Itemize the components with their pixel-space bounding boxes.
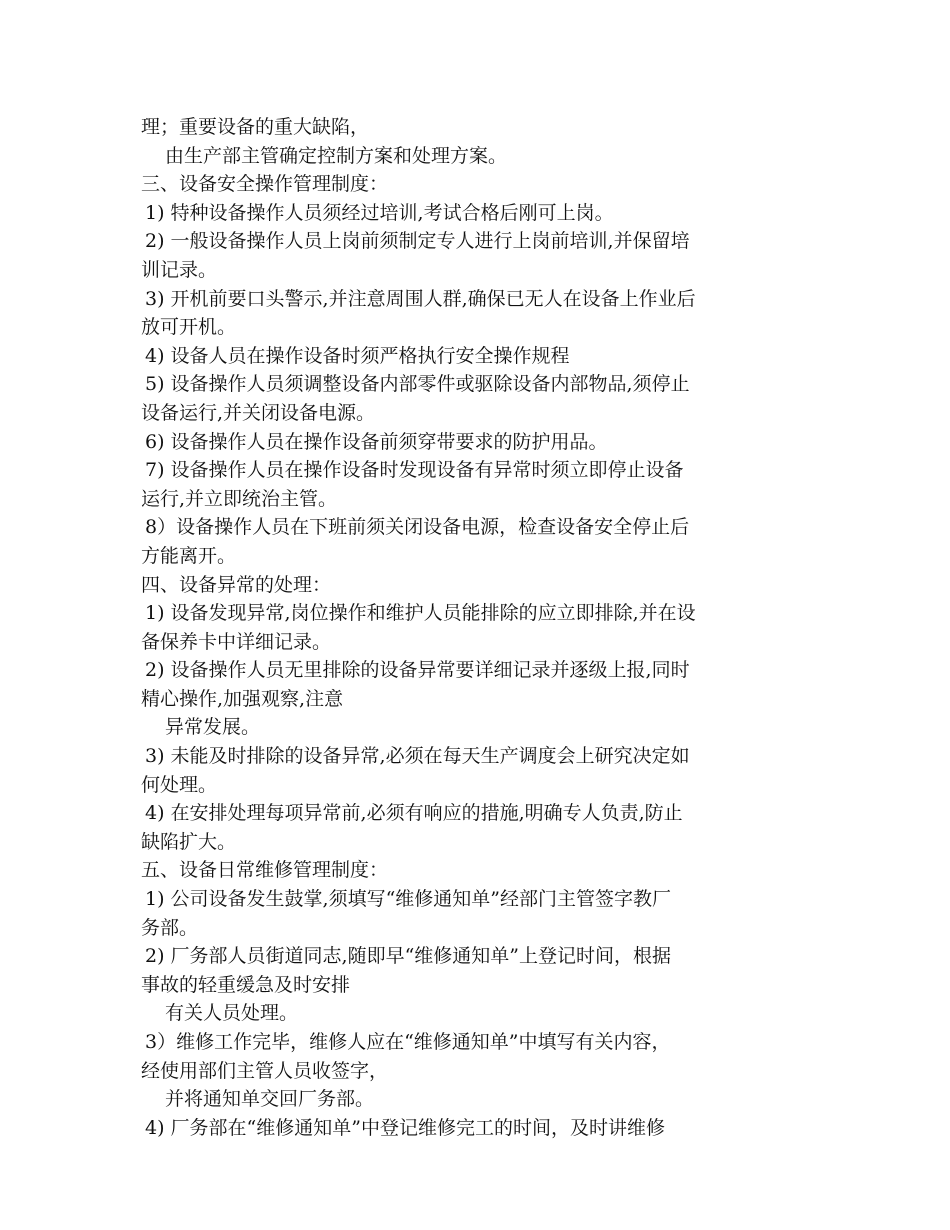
text-line: 并将通知单交回厂务部。 xyxy=(165,1088,375,1111)
list-item: 3) 开机前要口头警示,并注意周围人群,确保已无人在设备上作业后 xyxy=(145,287,696,310)
text-line: 方能离开。 xyxy=(141,544,237,567)
list-item: 4) 厂务部在“维修通知单”中登记维修完工的时间，及时讲维修 xyxy=(145,1116,665,1139)
text-line: 有关人员处理。 xyxy=(165,1002,299,1025)
section-heading: 三、设备安全操作管理制度： xyxy=(141,173,389,196)
text-line: 放可开机。 xyxy=(141,316,237,339)
list-item: 2) 一般设备操作人员上岗前须制定专人进行上岗前培训,并保留培 xyxy=(145,230,690,253)
list-item: 1) 公司设备发生鼓掌,须填写“维修通知单”经部门主管签字教厂 xyxy=(145,888,672,911)
list-item: 4) 在安排处理每项异常前,必须有响应的措施,明确专人负责,防止 xyxy=(145,802,683,825)
list-item: 4) 设备人员在操作设备时须严格执行安全操作规程 xyxy=(145,344,570,367)
list-item: 7) 设备操作人员在操作设备时发现设备有异常时须立即停止设备 xyxy=(145,459,684,482)
text-line: 事故的轻重缓急及时安排 xyxy=(141,973,351,996)
list-item: 5) 设备操作人员须调整设备内部零件或驱除设备内部物品,须停止 xyxy=(145,373,690,396)
list-item: 3）维修工作完毕，维修人应在“维修通知单”中填写有关内容， xyxy=(145,1031,671,1053)
list-item: 6) 设备操作人员在操作设备前须穿带要求的防护用品。 xyxy=(145,430,608,453)
text-line: 备保养卡中详细记录。 xyxy=(141,630,332,653)
text-line: 缺陷扩大。 xyxy=(141,830,237,853)
text-line: 何处理。 xyxy=(141,773,218,796)
text-line: 精心操作,加强观察,注意 xyxy=(141,687,344,710)
text-line: 由生产部主管确定控制方案和处理方案。 xyxy=(165,144,508,167)
list-item: 1) 特种设备操作人员须经过培训,考试合格后刚可上岗。 xyxy=(145,201,614,224)
text-line: 务部。 xyxy=(141,916,199,939)
list-item: 2) 厂务部人员街道同志,随即早“维修通知单”上登记时间，根据 xyxy=(145,945,672,968)
list-item: 8）设备操作人员在下班前须关闭设备电源，检查设备安全停止后 xyxy=(145,516,690,539)
text-line: 经使用部们主管人员收签字， xyxy=(141,1059,389,1082)
list-item: 2) 设备操作人员无里排除的设备异常要详细记录并逐级上报,同时 xyxy=(145,659,690,682)
text-line: 异常发展。 xyxy=(165,716,261,739)
document-body xyxy=(141,113,821,1142)
text-line: 理；重要设备的重大缺陷， xyxy=(141,116,370,138)
list-item: 3) 未能及时排除的设备异常,必须在每天生产调度会上研究决定如 xyxy=(145,745,690,768)
text-line: 设备运行,并关闭设备电源。 xyxy=(141,401,376,424)
list-item: 1) 设备发现异常,岗位操作和维护人员能排除的应立即排除,并在设 xyxy=(145,602,696,625)
section-heading: 五、设备日常维修管理制度： xyxy=(141,859,389,882)
section-heading: 四、设备异常的处理： xyxy=(141,573,332,596)
text-line: 训记录。 xyxy=(141,258,218,281)
text-line: 运行,并立即统治主管。 xyxy=(141,487,338,510)
